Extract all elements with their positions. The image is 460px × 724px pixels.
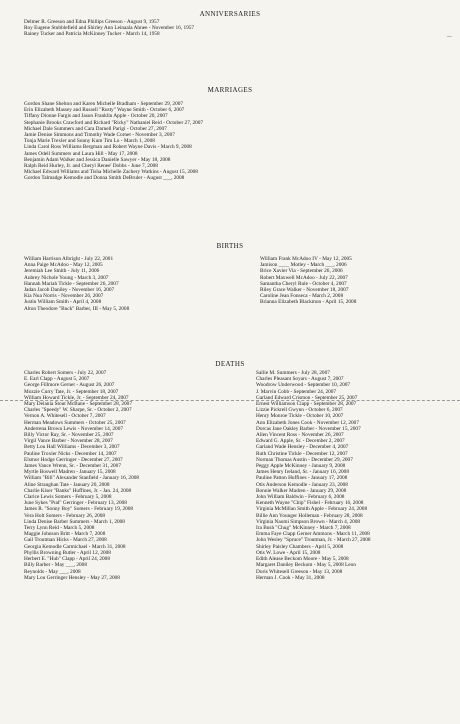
- list-item: Pauline Patton Huffines - January 17, 2008: [256, 475, 348, 482]
- list-item: Betty Lou Hall Williams - December 3, 2007: [24, 444, 120, 451]
- list-item: Edward G. Apple, Sr. - December 2, 2007: [256, 438, 345, 445]
- list-item: Shirley Paisley Chambers - April 5, 2008: [256, 543, 344, 550]
- list-item: Aline Straughan Tate - January 20, 2008: [24, 481, 110, 488]
- list-item: Virginia McMillan Smith Apple - February 24, 2008: [256, 506, 368, 513]
- list-item: Linda Denise Barber Summers - March 1, 2008: [24, 518, 125, 525]
- list-item: Brice Xavier Via - September 26, 2006: [260, 268, 343, 275]
- list-item: Roy Eugene Stubblefield and Shirley Ann Leinaala Ahnee - November 16, 1957: [24, 25, 195, 32]
- list-item: Herbert E. "Hub" Clapp - April 24, 2008: [24, 556, 110, 563]
- list-item: Rainey Tucker and Patricia McKinney Tucker - March 14, 1958: [24, 31, 160, 38]
- deaths-heading: DEATHS: [215, 360, 245, 368]
- list-item: Mary Delania Stout McBane - September 28, 2007: [24, 401, 132, 408]
- list-item: Aubrey Nichole Young - March 3, 2007: [24, 274, 109, 281]
- list-item: Alton Theodore "Buck" Barber, III - May 5, 2008: [24, 305, 130, 312]
- list-item: James Odell Summers and Laura Hill - May 17, 2008: [24, 150, 138, 157]
- list-item: Edith Alease Beckom Moore - May 5, 2008: [256, 556, 349, 563]
- anniversaries-list: [24, 19, 324, 38]
- list-item: Herman Meadows Summers - October 25, 2007: [24, 419, 126, 426]
- anniversaries-heading: ANNIVERSARIES: [199, 10, 261, 18]
- list-item: Billy Victor Ray, Sr. - November 25, 2007: [24, 432, 114, 439]
- list-item: Lizzie Pickrell Gwynn - October 6, 2007: [256, 407, 343, 414]
- list-item: Phyllis Browning Butler - April 12, 2008: [24, 549, 111, 556]
- list-item: Charles Pleasant Soyars - August 7, 2007: [256, 376, 344, 383]
- list-item: Woodrow Underwood - September 10, 2007: [256, 382, 351, 389]
- list-item: Bonnie Walker Madren - January 29, 2008: [256, 487, 347, 494]
- births-list-left: [24, 256, 249, 312]
- list-item: Caroline Jean Fonseca - March 2, 2008: [260, 293, 344, 300]
- list-item: Delmer R. Greeson and Edna Phillips Greeson - August 9, 1957: [24, 19, 160, 25]
- list-item: James Vance Wrenn, Sr. - December 31, 2007: [24, 463, 121, 470]
- list-item: Billy Barber - May ___, 2008: [24, 562, 87, 569]
- list-item: William Howard Tickle, Jr. - September 24, 2007: [24, 394, 129, 401]
- list-item: Virginia Naomi Simpson Brown - March 4, 2008: [256, 518, 361, 525]
- list-item: Gail Troutman Hicks - March 27, 2008: [24, 537, 107, 544]
- list-item: Garland Edward Crismon - September 25, 2007: [256, 394, 358, 401]
- list-item: E. Earl Clapp - August 5, 2007: [24, 376, 90, 383]
- deaths-list-left: [24, 370, 256, 581]
- list-item: James R. "Sonny Boy" Somers - February 19, 2008: [24, 506, 134, 513]
- list-item: Virgil Vance Barber - November 28, 2007: [24, 438, 113, 445]
- deaths-heading-wrap: [0, 360, 460, 368]
- list-item: Hannah Mariah Tickle - September 26, 2007: [24, 280, 119, 287]
- list-item: Terry Lynn Reid - March 5, 2008: [24, 525, 95, 532]
- list-item: Herman J. Cook - May 31, 2008: [256, 574, 325, 581]
- list-item: Otis Anderson Kemodle - January 23, 2008: [256, 481, 348, 488]
- list-item: Myrtle Boswell Madren - January 15, 2008: [24, 469, 116, 476]
- marriages-list: [24, 101, 344, 182]
- list-item: Peggy Apple McKinney - January 9, 2008: [256, 463, 346, 470]
- list-item: Michael Edward Williams and Tisha Michelle Zachery Watkins - August 15, 2008: [24, 169, 198, 176]
- list-item: Michael Dale Summers and Cara Darnell Parigi - October 27, 2007: [24, 125, 167, 132]
- list-item: Ira Bush "Chug" McKinney - March 7, 2008: [256, 525, 351, 532]
- list-item: Maggie Johnson Britt - March 7, 2008: [24, 531, 106, 538]
- list-item: Pauline Troxler Nicks - December 14, 2007: [24, 450, 117, 457]
- list-item: Allen Vincent Ross - November 26, 2007: [256, 432, 344, 439]
- list-item: Henry Monroe Tickle - October 10, 2007: [256, 413, 344, 420]
- deaths-list-right: [256, 370, 452, 581]
- list-item: Jamison ____ Motley - March ___, 2006: [260, 262, 347, 269]
- list-item: William "Bill" Alexander Stanfield - January 16, 2008: [24, 475, 140, 482]
- list-item: Brianna Elizabeth Blackmon - April 15, 2008: [260, 299, 357, 306]
- marriages-heading: MARRIAGES: [207, 86, 253, 94]
- list-item: Jeremiah Lee Smith - July 11, 2006: [24, 268, 100, 275]
- list-item: Anderrena Brown Lewis - November 14, 2007: [24, 425, 123, 432]
- list-item: Robert Maxwell McAdoo - July 22, 2007: [260, 274, 348, 281]
- list-item: Margaret Daniley Beckom - May 5, 2008 Leon: [256, 562, 356, 569]
- list-item: Gordon Shane Shelton and Karen Michelle Bradham - September 29, 2007: [24, 101, 184, 107]
- list-item: Clarice Lewis Somers - February 5, 2008: [24, 494, 112, 501]
- list-item: Ralph Reid Hurley, Jr. and Cheryl Renee' Dobbs - June 7, 2008: [24, 163, 158, 170]
- list-item: John Wesley "Spruce" Troutman, Jr. - March 27, 2008: [256, 537, 371, 544]
- margin-mark: –: [447, 31, 452, 41]
- list-item: Emma Faye Clapp Gerner Ammons - March 11, 2008: [256, 531, 370, 538]
- list-item: George Fillmore Gerner - August 26, 2007: [24, 382, 115, 389]
- list-item: Georgia Kemodle Carmichael - March 31, 2008: [24, 543, 126, 550]
- list-item: Charles "Speedy" W. Sharpe, Sr. - October 2, 2007: [24, 407, 132, 414]
- list-item: Tiffany Dionne Fargis and Jason Franklin Apple - October 20, 2007: [24, 113, 168, 120]
- list-item: Doris Whitesell Greeson - May 13, 2008: [256, 568, 343, 575]
- list-item: Gordon Talmadge Kemodle and Donna Smith DeBruler - August ___, 2008: [24, 175, 185, 182]
- births-heading: BIRTHS: [216, 242, 244, 250]
- list-item: Anna Paige McAdoo - May 12, 2005: [24, 262, 103, 269]
- list-item: Jamie Denise Simmons and Timothy Wade Cornet - November 3, 2007: [24, 132, 175, 139]
- list-item: William Harrison Albright - July 22, 2001: [24, 256, 114, 262]
- list-item: Ann Elizabeth Jones Cook - November 12, 2007: [256, 419, 359, 426]
- list-item: June Sykes "Pud" Gerringer - February 13, 2008: [24, 500, 127, 507]
- list-item: Jadan Jacob Daniley - November 16, 2007: [24, 287, 115, 294]
- list-item: Tonja Marie Trexler and Sunny Kum Tim Lo - March 1, 2008: [24, 138, 155, 145]
- list-item: Otis W. Lowe - April 15, 2008: [256, 549, 321, 556]
- list-item: Erin Elizabeth Massey and Russell "Rusty" Wayne Smith - October 6, 2007: [24, 107, 185, 114]
- list-item: Reynolds - May ___, 2008: [24, 568, 81, 575]
- list-item: Charles Robert Somers - July 22, 2007: [24, 370, 107, 376]
- anniversaries-heading-wrap: [0, 10, 460, 18]
- list-item: Billie Ann Younger Holleman - February 28, 2008: [256, 512, 363, 519]
- list-item: Justin William Smith - April 4, 2008: [24, 299, 102, 306]
- list-item: Vera Holt Somers - February 26, 2008: [24, 512, 106, 519]
- list-item: J. Marvin Cobb - September 24, 2007: [256, 388, 337, 395]
- list-item: Elsmor Hodge Gerringer - December 27, 2007: [24, 456, 123, 463]
- list-item: Mozzie Curry Tate, Jr. - September 18, 2007: [24, 388, 119, 395]
- list-item: Linda Carol Ross Williams Bergman and Robert Wayne Davis - March 9, 2008: [24, 144, 192, 151]
- list-item: Riley Grace Walker - November 18, 2007: [260, 287, 349, 294]
- list-item: Kia Noa Norris - November 26, 2007: [24, 293, 104, 300]
- list-item: Benjamin Adam Walker and Jessica Danielle Sawyer - May 18, 2008: [24, 156, 171, 163]
- marriages-heading-wrap: [0, 86, 460, 94]
- births-heading-wrap: [0, 242, 460, 250]
- list-item: Dorcas Jane Oakley Barber - November 15, 2007: [256, 425, 361, 432]
- list-item: Sallie M. Summers - July 28, 2007: [256, 370, 330, 376]
- list-item: William Frank McAdoo IV - May 12, 2005: [260, 256, 352, 262]
- births-list-right: [260, 256, 450, 306]
- list-item: Charlie Kiser "Banks" Huffines, Jr. - Jan. 24, 2008: [24, 487, 132, 494]
- list-item: Mary Lou Gerringer Hensley - May 27, 2008: [24, 574, 120, 581]
- list-item: James Henry Ireland, Sr. - January 16, 2008: [256, 469, 349, 476]
- list-item: Garland Wade Hensley - December 4, 2007: [256, 444, 349, 451]
- list-item: Norman Thomas Austin - December 29, 2007: [256, 456, 353, 463]
- list-item: Kenneth Wayne "Chip" Fishel - February 16, 2008: [256, 500, 364, 507]
- list-item: Ernest Williamson Clapp - September 28, 2007: [256, 401, 357, 408]
- list-item: Stephanie Brooks Crawford and Richard "Ricky" Nathaniel Reid - October 27, 2007: [24, 119, 204, 126]
- list-item: Vernon A. Whitesell - October 7, 2007: [24, 413, 106, 420]
- list-item: Samantha Cheryl Rule - October 4, 2007: [260, 280, 347, 287]
- list-item: John William Baldwin - February 6, 2008: [256, 494, 345, 501]
- list-item: Ruth Christine Tickle - December 12, 2007: [256, 450, 348, 457]
